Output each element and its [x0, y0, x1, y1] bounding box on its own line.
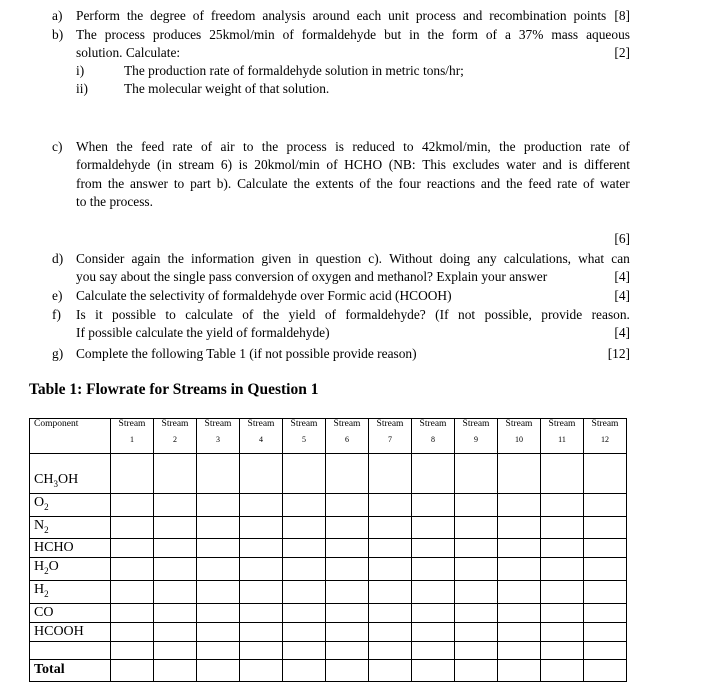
flow-cell[interactable]: [283, 493, 326, 516]
stream-word: Stream: [161, 419, 189, 429]
flow-cell[interactable]: [541, 581, 584, 604]
component-subscript: 2: [44, 566, 49, 577]
flow-cell[interactable]: [412, 581, 455, 604]
flow-cell[interactable]: [283, 516, 326, 539]
flow-cell[interactable]: [369, 539, 412, 558]
flow-cell[interactable]: [369, 558, 412, 581]
column-header-stream: [111, 419, 154, 454]
marks: [2]: [614, 45, 630, 61]
column-header-component: Component: [30, 419, 111, 454]
flow-cell[interactable]: [283, 641, 326, 659]
question-label: b): [52, 27, 64, 42]
flow-cell[interactable]: [111, 471, 154, 493]
question-line: [76, 138, 630, 156]
flow-cell[interactable]: [240, 454, 283, 472]
flow-cell[interactable]: [412, 454, 455, 472]
flow-cell[interactable]: [154, 539, 197, 558]
flow-cell[interactable]: [541, 471, 584, 493]
flow-cell[interactable]: [111, 622, 154, 641]
flow-cell[interactable]: [369, 454, 412, 472]
flow-cell[interactable]: [197, 581, 240, 604]
stream-number: 10: [515, 435, 523, 444]
flow-cell[interactable]: [412, 516, 455, 539]
question-line: [76, 268, 630, 286]
flow-cell[interactable]: [240, 581, 283, 604]
flow-cell[interactable]: [240, 471, 283, 493]
flow-cell[interactable]: [197, 539, 240, 558]
component-name: CH: [34, 472, 54, 487]
component-cell: [30, 516, 111, 539]
flow-cell[interactable]: [369, 659, 412, 681]
flow-cell[interactable]: [283, 539, 326, 558]
table-row: [30, 539, 627, 558]
marks: [12]: [607, 346, 630, 361]
subitem-label: i): [76, 63, 85, 78]
stream-number: 1: [130, 435, 134, 444]
flow-cell[interactable]: [154, 581, 197, 604]
flow-cell[interactable]: [326, 471, 369, 493]
stream-number: 12: [601, 435, 609, 444]
flow-cell[interactable]: [326, 641, 369, 659]
flow-cell[interactable]: [197, 641, 240, 659]
flow-cell[interactable]: [326, 581, 369, 604]
flowrate-table: [29, 418, 627, 682]
flow-cell[interactable]: [541, 454, 584, 472]
flow-cell[interactable]: [455, 558, 498, 581]
stream-number: 4: [259, 435, 263, 444]
flow-cell[interactable]: [326, 493, 369, 516]
flow-cell[interactable]: [154, 641, 197, 659]
table-row: [30, 516, 627, 539]
flow-cell[interactable]: [326, 659, 369, 681]
table-row: [30, 603, 627, 622]
flow-cell[interactable]: [584, 641, 627, 659]
component-name: HCOOH: [34, 623, 84, 639]
table-row: [30, 581, 627, 604]
component-subscript: 2: [44, 524, 49, 535]
flow-cell[interactable]: [197, 558, 240, 581]
flow-cell[interactable]: [154, 493, 197, 516]
component-cell: [30, 603, 111, 622]
flow-cell[interactable]: [369, 516, 412, 539]
question-text: [76, 138, 630, 248]
table-row: [30, 471, 627, 493]
question-line: [76, 287, 630, 305]
question-text: [76, 345, 630, 363]
stream-word: Stream: [333, 419, 361, 429]
flow-cell[interactable]: [412, 622, 455, 641]
question-line: [76, 26, 630, 44]
flow-cell[interactable]: [455, 603, 498, 622]
question-line-text: Perform the degree of freedom analysis around each unit process and recombination points: [76, 8, 607, 23]
column-header-stream: [412, 419, 455, 454]
flow-cell[interactable]: [197, 516, 240, 539]
question-line: [76, 193, 630, 211]
stream-word: Stream: [376, 419, 404, 429]
question-line: [76, 7, 630, 25]
flow-cell[interactable]: [541, 659, 584, 681]
flow-cell[interactable]: [369, 622, 412, 641]
flow-cell[interactable]: [455, 493, 498, 516]
component-cell: [30, 558, 111, 581]
flow-cell[interactable]: [584, 539, 627, 558]
flow-cell[interactable]: [326, 539, 369, 558]
stream-word: Stream: [591, 419, 619, 429]
flow-cell[interactable]: [154, 558, 197, 581]
question-label: d): [52, 251, 64, 266]
stream-word: Stream: [419, 419, 447, 429]
flow-cell[interactable]: [369, 581, 412, 604]
flow-cell[interactable]: [111, 493, 154, 516]
flow-cell[interactable]: [369, 603, 412, 622]
flow-cell[interactable]: [197, 603, 240, 622]
flow-cell[interactable]: [584, 622, 627, 641]
flow-cell[interactable]: [498, 641, 541, 659]
component-name: H: [34, 559, 45, 575]
flow-cell[interactable]: [541, 516, 584, 539]
flow-cell[interactable]: [498, 493, 541, 516]
component-subscript: 2: [44, 588, 49, 599]
flow-cell[interactable]: [412, 558, 455, 581]
question-text: [76, 26, 630, 63]
table-row: [30, 622, 627, 641]
flow-cell[interactable]: [197, 454, 240, 472]
subitem-label: ii): [76, 81, 88, 96]
flow-cell[interactable]: [240, 539, 283, 558]
table-row: [30, 558, 627, 581]
question-line-text: Is it possible to calculate of the yield of formaldehyde? (If not possible, provide reason.: [76, 307, 630, 322]
table-header-row: [30, 419, 627, 454]
question-line: [76, 156, 630, 174]
flow-cell[interactable]: [455, 516, 498, 539]
question-text: [76, 250, 630, 287]
flow-cell[interactable]: [412, 471, 455, 493]
question-label: g): [52, 346, 64, 361]
question-line: [76, 250, 630, 268]
flow-cell[interactable]: [240, 558, 283, 581]
column-header-stream: [240, 419, 283, 454]
marks: [4]: [614, 288, 630, 303]
question-line: [76, 175, 630, 193]
stream-word: Stream: [247, 419, 275, 429]
flow-cell[interactable]: [541, 622, 584, 641]
column-header-stream: [498, 419, 541, 454]
total-label: Total: [30, 659, 111, 681]
flow-cell[interactable]: [154, 622, 197, 641]
flow-cell[interactable]: [412, 539, 455, 558]
flow-cell[interactable]: [240, 516, 283, 539]
flow-cell[interactable]: [369, 471, 412, 493]
flow-cell[interactable]: [455, 641, 498, 659]
flow-cell[interactable]: [111, 581, 154, 604]
flow-cell[interactable]: [541, 539, 584, 558]
flow-cell[interactable]: [498, 622, 541, 641]
marks: [6]: [614, 231, 630, 247]
question-label: f): [52, 307, 61, 322]
table-row: [30, 454, 627, 472]
component-cell: [30, 622, 111, 641]
stream-number: 5: [302, 435, 306, 444]
stream-number: 2: [173, 435, 177, 444]
flow-cell[interactable]: [498, 659, 541, 681]
flow-cell[interactable]: [584, 603, 627, 622]
component-name-rest: OH: [57, 472, 79, 487]
flow-cell[interactable]: [283, 558, 326, 581]
flow-cell[interactable]: [498, 454, 541, 472]
flow-cell[interactable]: [498, 471, 541, 493]
component-name: H: [34, 582, 45, 598]
column-header-stream: [283, 419, 326, 454]
flow-cell[interactable]: [541, 603, 584, 622]
flow-cell[interactable]: [326, 454, 369, 472]
flow-cell[interactable]: [197, 622, 240, 641]
stream-number: 7: [388, 435, 392, 444]
table-title: Table 1: Flowrate for Streams in Question 1: [29, 381, 319, 398]
subitem-text: The production rate of formaldehyde solution in metric tons/hr;: [124, 63, 464, 78]
flow-cell[interactable]: [111, 558, 154, 581]
flow-cell[interactable]: [369, 641, 412, 659]
flow-cell[interactable]: [498, 603, 541, 622]
stream-number: 3: [216, 435, 220, 444]
stream-word: Stream: [290, 419, 318, 429]
question-line: [76, 306, 630, 324]
question-text: [76, 7, 630, 25]
flow-cell[interactable]: [111, 516, 154, 539]
flow-cell[interactable]: [455, 539, 498, 558]
flow-cell[interactable]: [584, 516, 627, 539]
flow-cell[interactable]: [412, 493, 455, 516]
flow-cell[interactable]: [240, 622, 283, 641]
flow-cell[interactable]: [584, 581, 627, 604]
stream-number: 6: [345, 435, 349, 444]
question-label: e): [52, 288, 63, 303]
table-row: [30, 493, 627, 516]
flow-cell[interactable]: [154, 659, 197, 681]
flow-cell[interactable]: [240, 603, 283, 622]
flow-cell[interactable]: [154, 471, 197, 493]
stream-number: 11: [558, 435, 566, 444]
question-text: [76, 306, 630, 343]
flow-cell[interactable]: [326, 558, 369, 581]
stream-number: 8: [431, 435, 435, 444]
component-name: N: [34, 517, 45, 533]
component-subscript: 2: [44, 501, 49, 512]
flow-cell[interactable]: [283, 659, 326, 681]
flow-cell[interactable]: [455, 454, 498, 472]
flow-cell[interactable]: [541, 493, 584, 516]
question-line-text: Consider again the information given in question c). Without doing any calculations, what can: [76, 251, 630, 266]
flow-cell[interactable]: [584, 493, 627, 516]
flow-cell[interactable]: [498, 558, 541, 581]
question-line-text: solution. Calculate:: [76, 45, 181, 61]
column-header-stream: [584, 419, 627, 454]
flow-cell[interactable]: [455, 471, 498, 493]
flow-cell[interactable]: [498, 516, 541, 539]
component-cell: [30, 454, 111, 472]
flow-cell[interactable]: [283, 454, 326, 472]
flow-cell[interactable]: [455, 659, 498, 681]
flow-cell[interactable]: [584, 558, 627, 581]
column-header-stream: [197, 419, 240, 454]
column-header-stream: [369, 419, 412, 454]
component-name-rest: O: [48, 559, 59, 575]
table-row: [30, 641, 627, 659]
flow-cell[interactable]: [584, 471, 627, 493]
question-label: c): [52, 139, 63, 154]
component-name: O: [34, 494, 45, 510]
component-subscript: 3: [53, 478, 58, 489]
flow-cell[interactable]: [326, 516, 369, 539]
flow-cell[interactable]: [111, 454, 154, 472]
marks: [4]: [614, 325, 630, 341]
component-name: HCHO: [34, 540, 74, 556]
flow-cell[interactable]: [111, 659, 154, 681]
component-cell: [30, 641, 111, 659]
question-line-text: from the answer to part b). Calculate the extents of the four reactions and the feed rate of water: [76, 175, 630, 191]
question-line-text: Complete the following Table 1 (if not possible provide reason): [76, 346, 417, 361]
stream-word: Stream: [505, 419, 533, 429]
flow-cell[interactable]: [412, 659, 455, 681]
stream-word: Stream: [548, 419, 576, 429]
component-cell: [30, 539, 111, 558]
stream-word: Stream: [118, 419, 146, 429]
component-name: CO: [34, 604, 54, 620]
column-header-stream: [541, 419, 584, 454]
question-line-text: When the feed rate of air to the process is reduced to 42kmol/min, the production rate of: [76, 139, 630, 154]
question-line-text: If possible calculate the yield of formaldehyde): [76, 325, 330, 341]
flow-cell[interactable]: [584, 454, 627, 472]
stream-number: 9: [474, 435, 478, 444]
marks: [4]: [614, 269, 630, 285]
flow-cell[interactable]: [498, 581, 541, 604]
question-line: [76, 44, 630, 62]
flow-cell[interactable]: [326, 622, 369, 641]
flow-cell[interactable]: [240, 493, 283, 516]
subitem-text: The molecular weight of that solution.: [124, 81, 330, 96]
question-line: [76, 324, 630, 342]
flow-cell[interactable]: [283, 603, 326, 622]
component-cell: [30, 471, 111, 493]
total-row: [30, 659, 627, 681]
flow-cell[interactable]: [197, 493, 240, 516]
flow-cell[interactable]: [111, 641, 154, 659]
flow-cell[interactable]: [455, 581, 498, 604]
flow-cell[interactable]: [111, 603, 154, 622]
component-cell: [30, 581, 111, 604]
flow-cell[interactable]: [283, 581, 326, 604]
question-line: [76, 345, 630, 363]
flow-cell[interactable]: [197, 471, 240, 493]
flow-cell[interactable]: [240, 641, 283, 659]
flow-cell[interactable]: [154, 516, 197, 539]
flow-cell[interactable]: [283, 622, 326, 641]
flow-cell[interactable]: [240, 659, 283, 681]
question-label: a): [52, 8, 63, 23]
flow-cell[interactable]: [455, 622, 498, 641]
flow-cell[interactable]: [283, 471, 326, 493]
flow-cell[interactable]: [541, 558, 584, 581]
stream-word: Stream: [462, 419, 490, 429]
flow-cell[interactable]: [541, 641, 584, 659]
flow-cell[interactable]: [412, 641, 455, 659]
column-header-stream: [154, 419, 197, 454]
flow-cell[interactable]: [498, 539, 541, 558]
column-header-stream: [455, 419, 498, 454]
column-header-stream: [326, 419, 369, 454]
question-line-text: to the process.: [76, 194, 153, 210]
flow-cell[interactable]: [197, 659, 240, 681]
question-line-text: formaldehyde (in stream 6) is 20kmol/min of HCHO (NB: This excludes water and is different: [76, 157, 630, 173]
question-line-text: The process produces 25kmol/min of formaldehyde but in the form of a 37% mass aqueous: [76, 27, 630, 42]
flow-cell[interactable]: [369, 493, 412, 516]
flow-cell[interactable]: [326, 603, 369, 622]
question-line-text: you say about the single pass conversion of oxygen and methanol? Explain your answer: [76, 269, 548, 285]
flow-cell[interactable]: [584, 659, 627, 681]
component-cell: [30, 493, 111, 516]
flow-cell[interactable]: [154, 603, 197, 622]
marks: [8]: [614, 8, 630, 23]
question-text: [76, 287, 630, 305]
flow-cell[interactable]: [154, 454, 197, 472]
flow-cell[interactable]: [111, 539, 154, 558]
stream-word: Stream: [204, 419, 232, 429]
flow-cell[interactable]: [412, 603, 455, 622]
question-line-text: Calculate the selectivity of formaldehyde over Formic acid (HCOOH): [76, 288, 452, 303]
